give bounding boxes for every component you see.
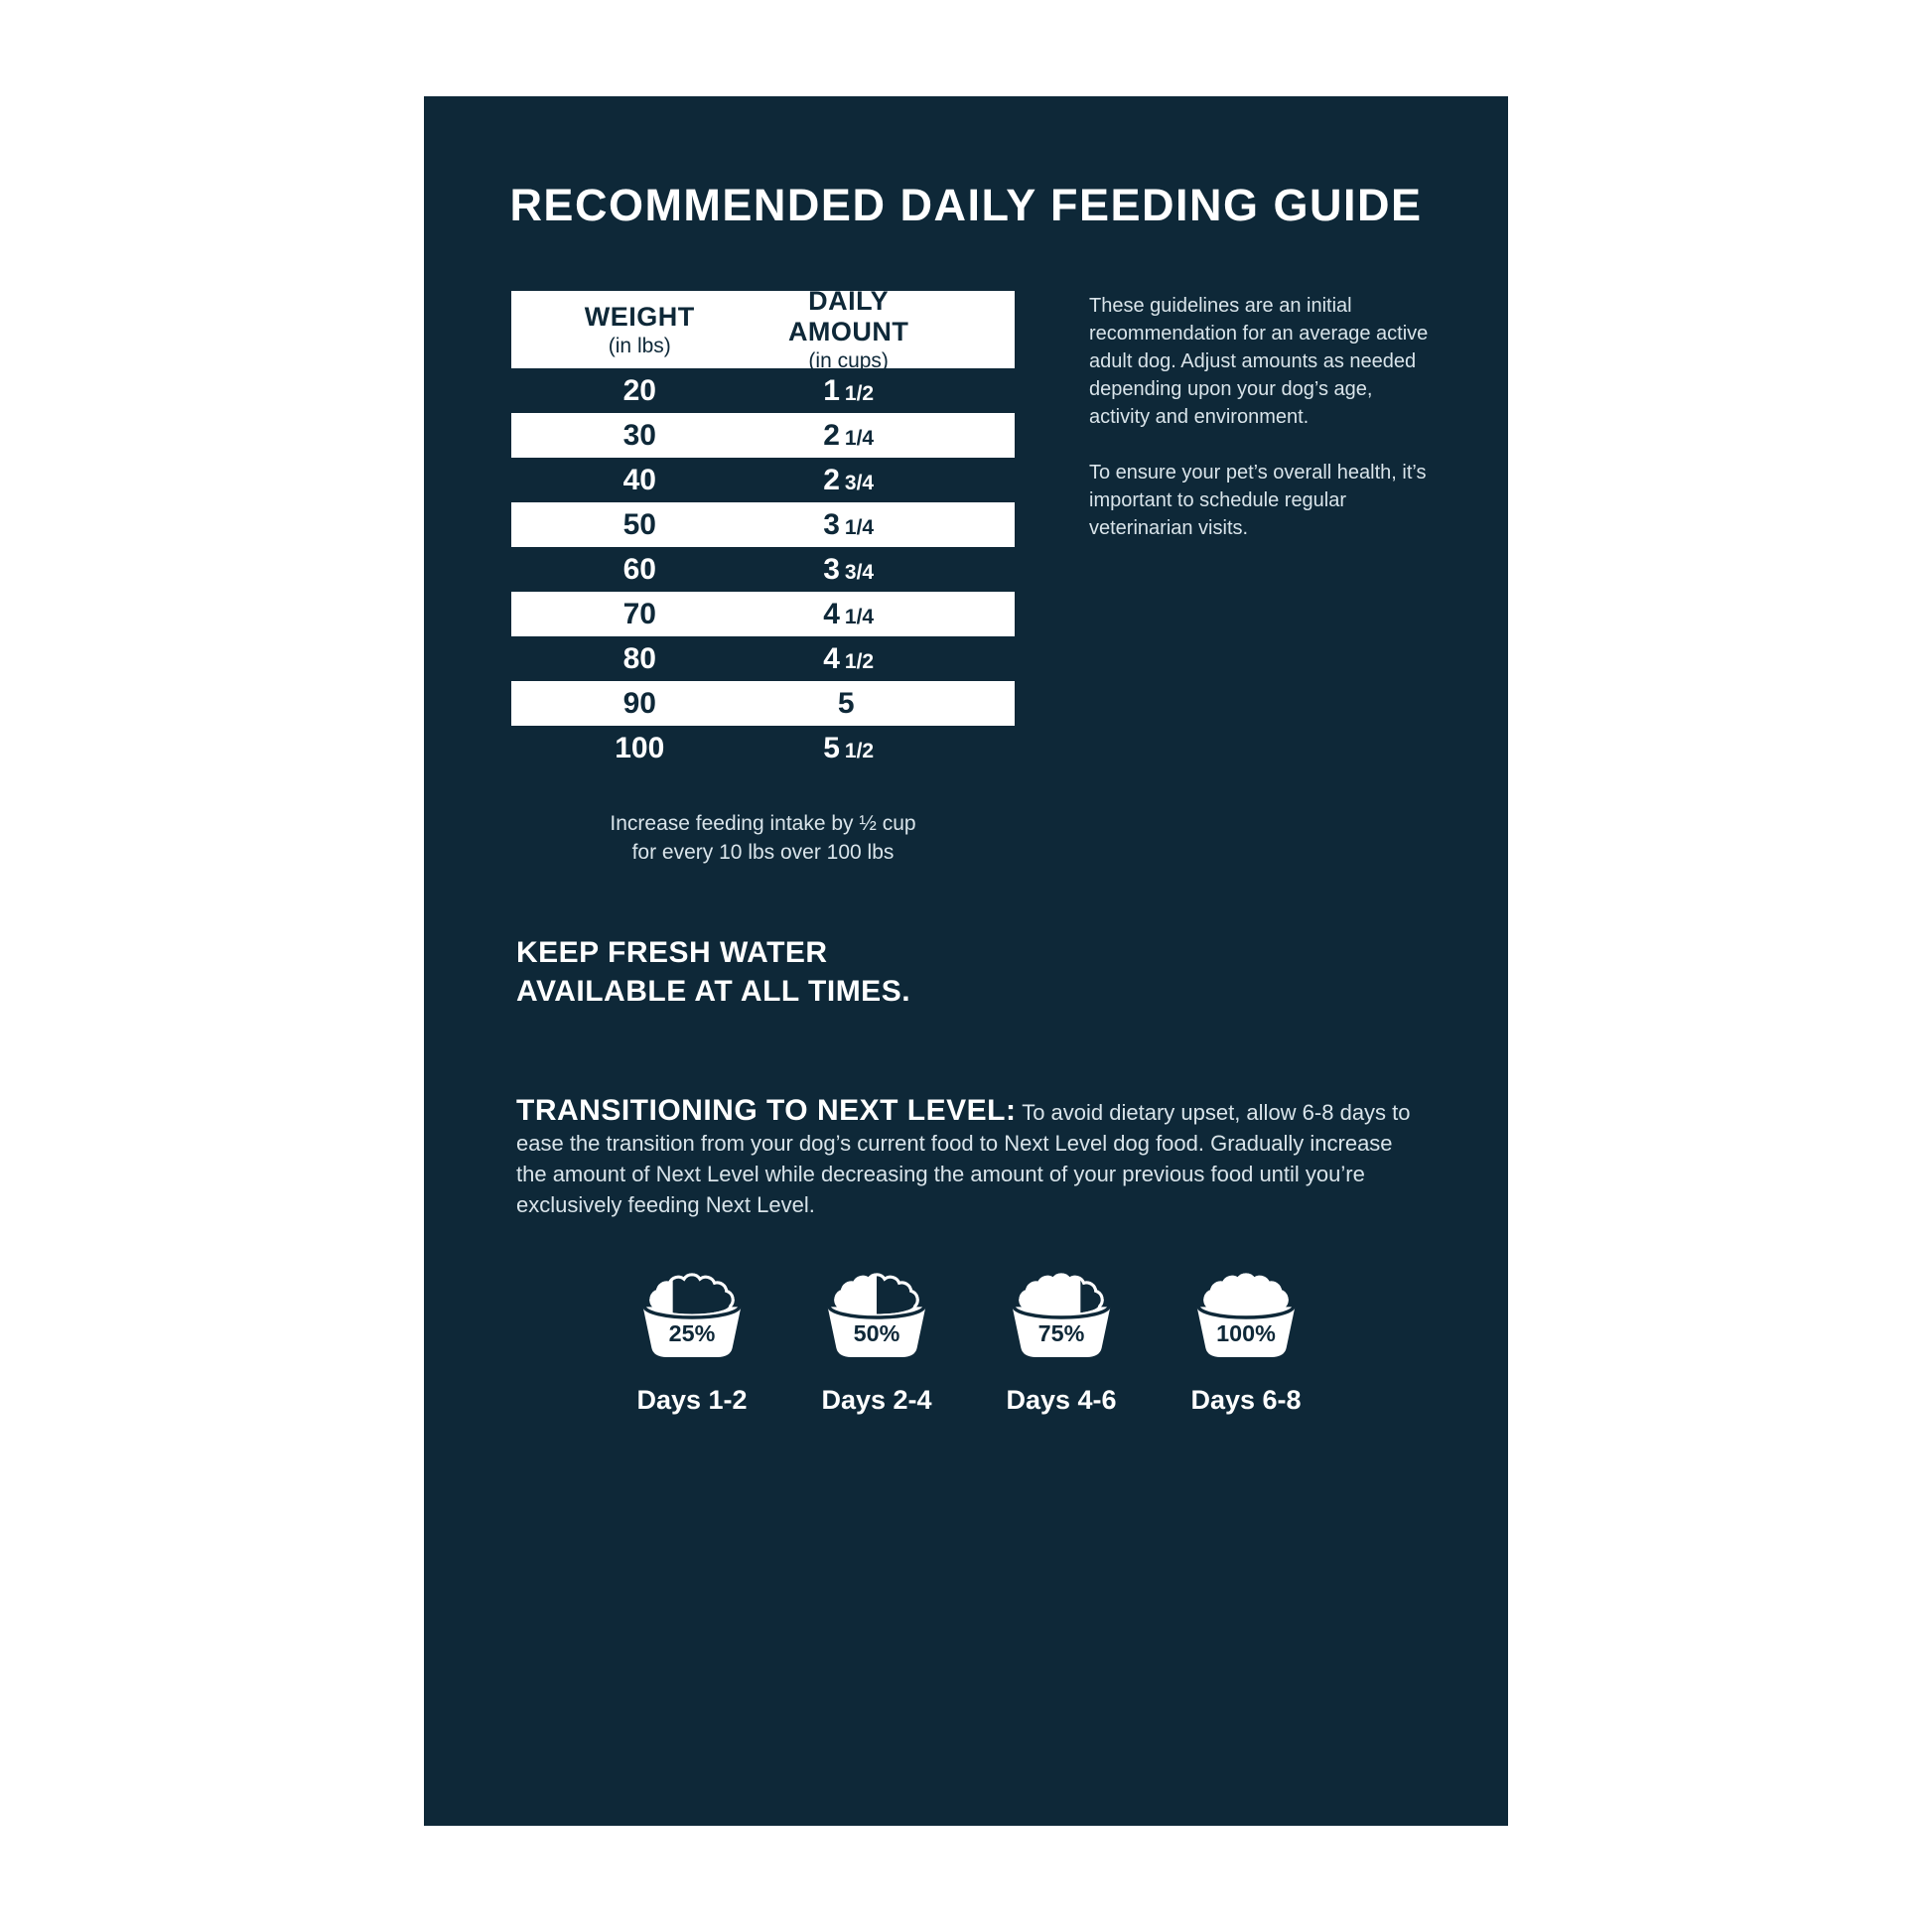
table-row (511, 547, 1015, 592)
table-footnote: Increase feeding intake by ½ cup for every 10 lbs over 100 lbs (610, 812, 916, 864)
guidelines-paragraph-1: These guidelines are an initial recommendation for an average active adult dog. Adjust amounts as needed depending upon your dog’s age, activity and environment. (1089, 295, 1429, 428)
fresh-water-notice: KEEP FRESH WATER AVAILABLE AT ALL TIMES. (516, 936, 911, 1008)
amount-cell: 2 1/4 (823, 418, 875, 452)
amount-cell: 4 1/4 (823, 597, 875, 630)
dog-bowl-50-icon (810, 1270, 943, 1365)
transition-heading: TRANSITIONING TO NEXT LEVEL: (516, 1094, 1017, 1127)
table-row (511, 681, 1015, 726)
table-row (511, 458, 1015, 502)
weight-cell: 90 (622, 686, 656, 720)
amount-cell: 5 (837, 686, 855, 720)
weight-cell: 20 (622, 373, 656, 407)
page-title: RECOMMENDED DAILY FEEDING GUIDE (509, 180, 1423, 230)
table-row (511, 726, 1015, 770)
transition-step-3 (969, 1270, 1154, 1416)
transition-step-2 (784, 1270, 969, 1416)
dog-bowl-100-icon (1179, 1270, 1312, 1365)
weight-cell: 60 (622, 552, 656, 586)
transition-days-label: Days 4-6 (1006, 1385, 1117, 1415)
transition-step-4 (1154, 1270, 1338, 1416)
transition-instructions (516, 1095, 1420, 1220)
table-row (511, 413, 1015, 458)
table-header-weight: WEIGHT (in lbs) (584, 301, 695, 357)
weight-cell: 50 (622, 507, 656, 541)
transition-body: To avoid dietary upset, allow 6-8 days to ease the transition from your dog’s current food to Next Level dog food. Gradually increase the amount of Next Level while decreasing the amount of your previous food until you’re exclusively feeding Next Level. (516, 1100, 1411, 1217)
transition-days-label: Days 1-2 (636, 1385, 748, 1415)
bowl-percent-label: 25% (668, 1320, 716, 1346)
bowl-percent-label: 75% (1037, 1320, 1085, 1346)
amount-cell: 5 1/2 (823, 731, 875, 764)
transition-step-1 (600, 1270, 784, 1416)
table-header-daily-amount: DAILY AMOUNT (in cups) (787, 286, 909, 372)
dog-bowl-75-icon (995, 1270, 1128, 1365)
table-header-row (511, 286, 1015, 372)
weight-cell: 80 (622, 641, 656, 675)
weight-cell: 70 (622, 597, 656, 630)
amount-cell: 4 1/2 (823, 641, 875, 675)
transition-bowls-row (600, 1270, 1338, 1416)
amount-cell: 1 1/2 (823, 373, 875, 407)
amount-cell: 3 1/4 (823, 507, 875, 541)
transition-days-label: Days 6-8 (1190, 1385, 1302, 1415)
table-row (511, 368, 1015, 413)
bowl-percent-label: 50% (853, 1320, 900, 1346)
amount-cell: 3 3/4 (823, 552, 875, 586)
table-row (511, 636, 1015, 681)
feeding-table (511, 286, 1015, 770)
guidelines-paragraph-2: To ensure your pet’s overall health, it’s important to schedule regular veterinarian visits. (1089, 462, 1427, 539)
transition-days-label: Days 2-4 (821, 1385, 932, 1415)
weight-cell: 30 (622, 418, 656, 452)
amount-cell: 2 3/4 (823, 463, 875, 496)
table-row (511, 592, 1015, 636)
feeding-guide-panel (424, 96, 1508, 1826)
weight-cell: 40 (622, 463, 656, 496)
weight-cell: 100 (615, 731, 665, 764)
table-row (511, 502, 1015, 547)
bowl-percent-label: 100% (1216, 1320, 1276, 1346)
dog-bowl-25-icon (625, 1270, 759, 1365)
guidelines-text (1089, 292, 1432, 542)
